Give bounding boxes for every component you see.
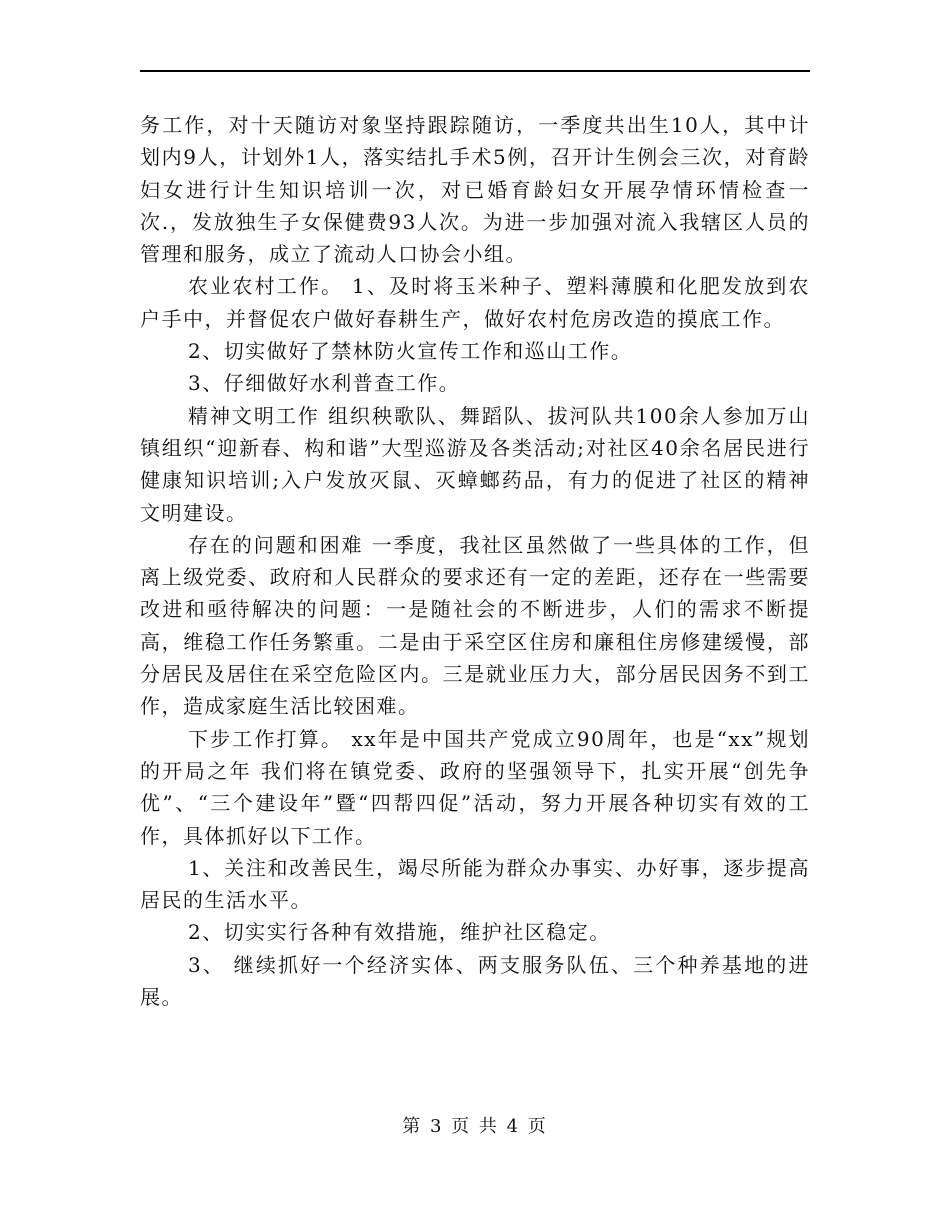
paragraph-agriculture: 农业农村工作。 1、及时将玉米种子、塑料薄膜和化肥发放到农户手中，并督促农户做好春耕生产，做好农村危房改造的摸底工作。 bbox=[140, 274, 810, 331]
header-rule bbox=[140, 70, 810, 72]
paragraph-next-step-2: 2、切实实行各种有效措施，维护社区稳定。 bbox=[188, 920, 611, 945]
paragraph-next-step-1: 1、关注和改善民生，竭尽所能为群众办事实、办好事，逐步提高居民的生活水平。 bbox=[140, 855, 810, 913]
page-footer: 第 3 页 共 4 页 bbox=[402, 1116, 548, 1137]
paragraph-fire-prevention: 2、切实做好了禁林防火宣传工作和巡山工作。 bbox=[188, 339, 633, 364]
paragraph-water-survey: 3、仔细做好水利普查工作。 bbox=[188, 371, 461, 396]
paragraph-next-step-3: 3、 继续抓好一个经济实体、两支服务队伍、三个种养基地的进展。 bbox=[140, 952, 810, 1010]
document-body bbox=[140, 109, 810, 1013]
paragraph-spiritual-civilization: 精神文明工作 组织秧歌队、舞蹈队、拔河队共100余人参加万山镇组织“迎新春、构和谐”大型巡游及各类活动;对社区40余名居民进行健康知识培训;入户发放灭鼠、灭蟑螂药品，有力的促进了社区的精神文明建设。 bbox=[140, 403, 810, 525]
paragraph-next-steps: 下步工作打算。 xx年是中国共产党成立90周年，也是“xx”规划的开局之年 我们将在镇党委、政府的坚强领导下，扎实开展“创先争优”、“三个建设年”暨“四帮四促”活动，努力开展各种切实有效的工作，具体抓好以下工作。 bbox=[140, 726, 810, 848]
paragraph-family-planning-continued: 务工作，对十天随访对象坚持跟踪随访，一季度共出生10人，其中计划内9人，计划外1人，落实结扎手术5例，召开计生例会三次，对育龄妇女进行计生知识培训一次，对已婚育龄妇女开展孕情环情检查一次.，发放独生子女保健费93人次。为进一步加强对流入我辖区人员的管理和服务，成立了流动人口协会小组。 bbox=[140, 113, 810, 267]
paragraph-problems: 存在的问题和困难 一季度，我社区虽然做了一些具体的工作，但离上级党委、政府和人民群众的要求还有一定的差距，还存在一些需要改进和亟待解决的问题：一是随社会的不断进步，人们的需求不断提高，维稳工作任务繁重。二是由于采空区住房和廉租住房修建缓慢，部分居民及居住在采空危险区内。三是就业压力大，部分居民因务不到工作，造成家庭生活比较困难。 bbox=[140, 532, 810, 719]
